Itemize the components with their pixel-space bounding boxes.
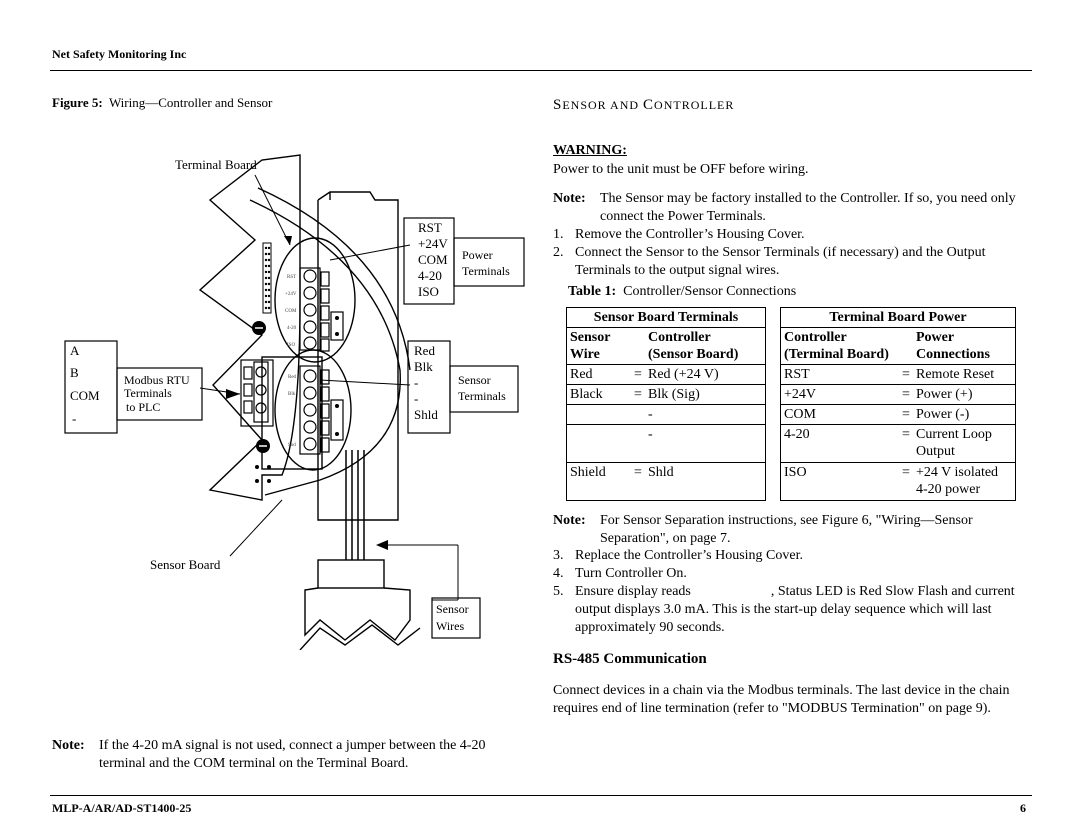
note-1 <box>553 190 1023 226</box>
housing-outline <box>200 155 300 500</box>
note-2-label: Note: <box>553 513 586 528</box>
note-1-text: The Sensor may be factory installed to the Controller. If so, you need only connect the Power Terminals. <box>600 191 1016 224</box>
label-modbus-2: Terminals <box>124 386 172 400</box>
rs485-text: Connect devices in a chain via the Modbus terminals. The last device in the chain requires end of line termination (refer to "MODBUS Termination" on page 9). <box>553 683 1010 716</box>
rs485-heading: RS-485 Communication <box>553 651 707 667</box>
table-row: Black = Blk (Sig) <box>567 385 766 405</box>
label-iso: ISO <box>418 284 439 299</box>
title-rest-2: ONTROLLER <box>654 98 735 112</box>
sensor-table-col1-header: Sensor Wire <box>567 328 632 365</box>
table-caption-text: Controller/Sensor Connections <box>623 284 797 299</box>
step-5: 5. Ensure display reads , Status LED is Red Slow Flash and current output displays 3.0 mA. This is the start-up delay sequence which will last approximately 90 seconds. <box>553 583 1023 637</box>
step-4-text: Turn Controller On. <box>575 566 687 581</box>
step-2 <box>553 244 1023 280</box>
label-dash: - <box>72 411 77 426</box>
step-3-text: Replace the Controller’s Housing Cover. <box>575 548 803 563</box>
label-24v: +24V <box>418 236 448 251</box>
tiny-420: 4-20 <box>287 326 297 331</box>
note-2 <box>553 512 1023 548</box>
tiny-rst: RST <box>287 275 297 280</box>
label-red: Red <box>414 343 435 358</box>
step-2-number: 2. <box>553 245 564 260</box>
section-title <box>553 97 734 114</box>
label-sensor-terminals-1: Sensor <box>458 373 491 387</box>
table-row: Red = Red (+24 V) <box>567 365 766 385</box>
tiny-red: Red <box>288 375 297 380</box>
label-b: B <box>70 365 79 380</box>
power-table-col1-header: Controller (Terminal Board) <box>781 328 900 365</box>
table-row: Shield = Shld <box>567 463 766 501</box>
label-terminal-board: Terminal Board <box>175 157 257 172</box>
step-1 <box>553 226 1023 244</box>
step-3: 3. Replace the Controller’s Housing Cover. <box>553 547 1023 565</box>
label-modbus-1: Modbus RTU <box>124 373 190 387</box>
step-1-text: Remove the Controller’s Housing Cover. <box>575 227 805 242</box>
sensor-table-col2-header: Controller (Sensor Board) <box>645 328 766 365</box>
header-rule <box>50 70 1032 71</box>
table-caption-label: Table 1: <box>568 284 617 299</box>
table-row: - <box>567 425 766 463</box>
label-com: COM <box>70 388 100 403</box>
label-modbus-3: to PLC <box>126 400 161 414</box>
wiring-diagram <box>50 145 540 650</box>
label-blk: Blk <box>414 359 433 374</box>
step-1-number: 1. <box>553 227 564 242</box>
sensor-table-group-header: Sensor Board Terminals <box>567 308 766 328</box>
left-note-text: If the 4-20 mA signal is not used, connect a jumper between the 4-20 terminal and the COM terminal on the Terminal Board. <box>99 738 486 771</box>
footer-rule <box>50 795 1032 796</box>
figure-caption-label: Figure 5: <box>52 95 103 110</box>
figure-caption <box>52 95 272 111</box>
label-dash-2: - <box>414 391 419 406</box>
label-rst: RST <box>418 220 442 235</box>
terminal-board-power-table <box>780 307 1016 501</box>
label-a: A <box>70 343 80 358</box>
table-row: ISO = +24 V isolated 4-20 power <box>781 463 1016 501</box>
tiny-blk: Blk <box>288 392 296 397</box>
sensor-board-table <box>566 307 766 501</box>
table-row: COM = Power (-) <box>781 405 1016 425</box>
table-row: +24V = Power (+) <box>781 385 1016 405</box>
power-table-group-header: Terminal Board Power <box>781 308 1016 328</box>
label-power-1: Power <box>462 248 493 262</box>
tiny-shd: Shd <box>288 443 296 448</box>
title-cap-1: S <box>553 97 563 113</box>
note-2-text: For Sensor Separation instructions, see Figure 6, "Wiring—Sensor Separation", on page 7. <box>600 513 973 546</box>
left-note-label: Note: <box>52 738 85 753</box>
label-sensor-wires-1: Sensor <box>436 602 469 616</box>
step-4: 4. Turn Controller On. <box>553 565 1023 583</box>
tiny-com: COM <box>285 309 297 314</box>
figure-caption-text: Wiring—Controller and Sensor <box>108 95 273 110</box>
tiny-iso: ISO <box>287 343 296 348</box>
step-2-text: Connect the Sensor to the Sensor Terminals (if necessary) and the Output Terminals to the output signal wires. <box>575 245 986 278</box>
power-table-col2-header: Power Connections <box>913 328 1016 365</box>
table-row: RST = Remote Reset <box>781 365 1016 385</box>
label-com-power: COM <box>418 252 448 267</box>
table-row: - <box>567 405 766 425</box>
table-row: 4-20 = Current Loop Output <box>781 425 1016 463</box>
note-1-label: Note: <box>553 191 586 206</box>
table-caption <box>568 283 796 301</box>
label-420: 4-20 <box>418 268 442 283</box>
label-sensor-terminals-2: Terminals <box>458 389 506 403</box>
warning-text: Power to the unit must be OFF before wiring. <box>553 162 809 177</box>
warning-label: WARNING: <box>553 143 627 158</box>
label-shld: Shld <box>414 407 438 422</box>
footer-doc-id: MLP-A/AR/AD-ST1400-25 <box>52 801 192 815</box>
running-header: Net Safety Monitoring Inc <box>52 47 187 61</box>
label-sensor-wires-2: Wires <box>436 619 465 633</box>
label-sensor-board: Sensor Board <box>150 557 221 572</box>
title-rest-1: ENSOR AND <box>562 98 644 112</box>
label-power-2: Terminals <box>462 264 510 278</box>
footer-page-number: 6 <box>1020 801 1026 815</box>
step-5-text: Ensure display reads , Status LED is Red Slow Flash and current output displays 3.0 mA. This is the start-up delay sequence which will last approximately 90 seconds. <box>575 584 1015 635</box>
title-cap-2: C <box>643 97 655 113</box>
label-dash-1: - <box>414 375 419 390</box>
tiny-24v: +24V <box>285 292 297 297</box>
